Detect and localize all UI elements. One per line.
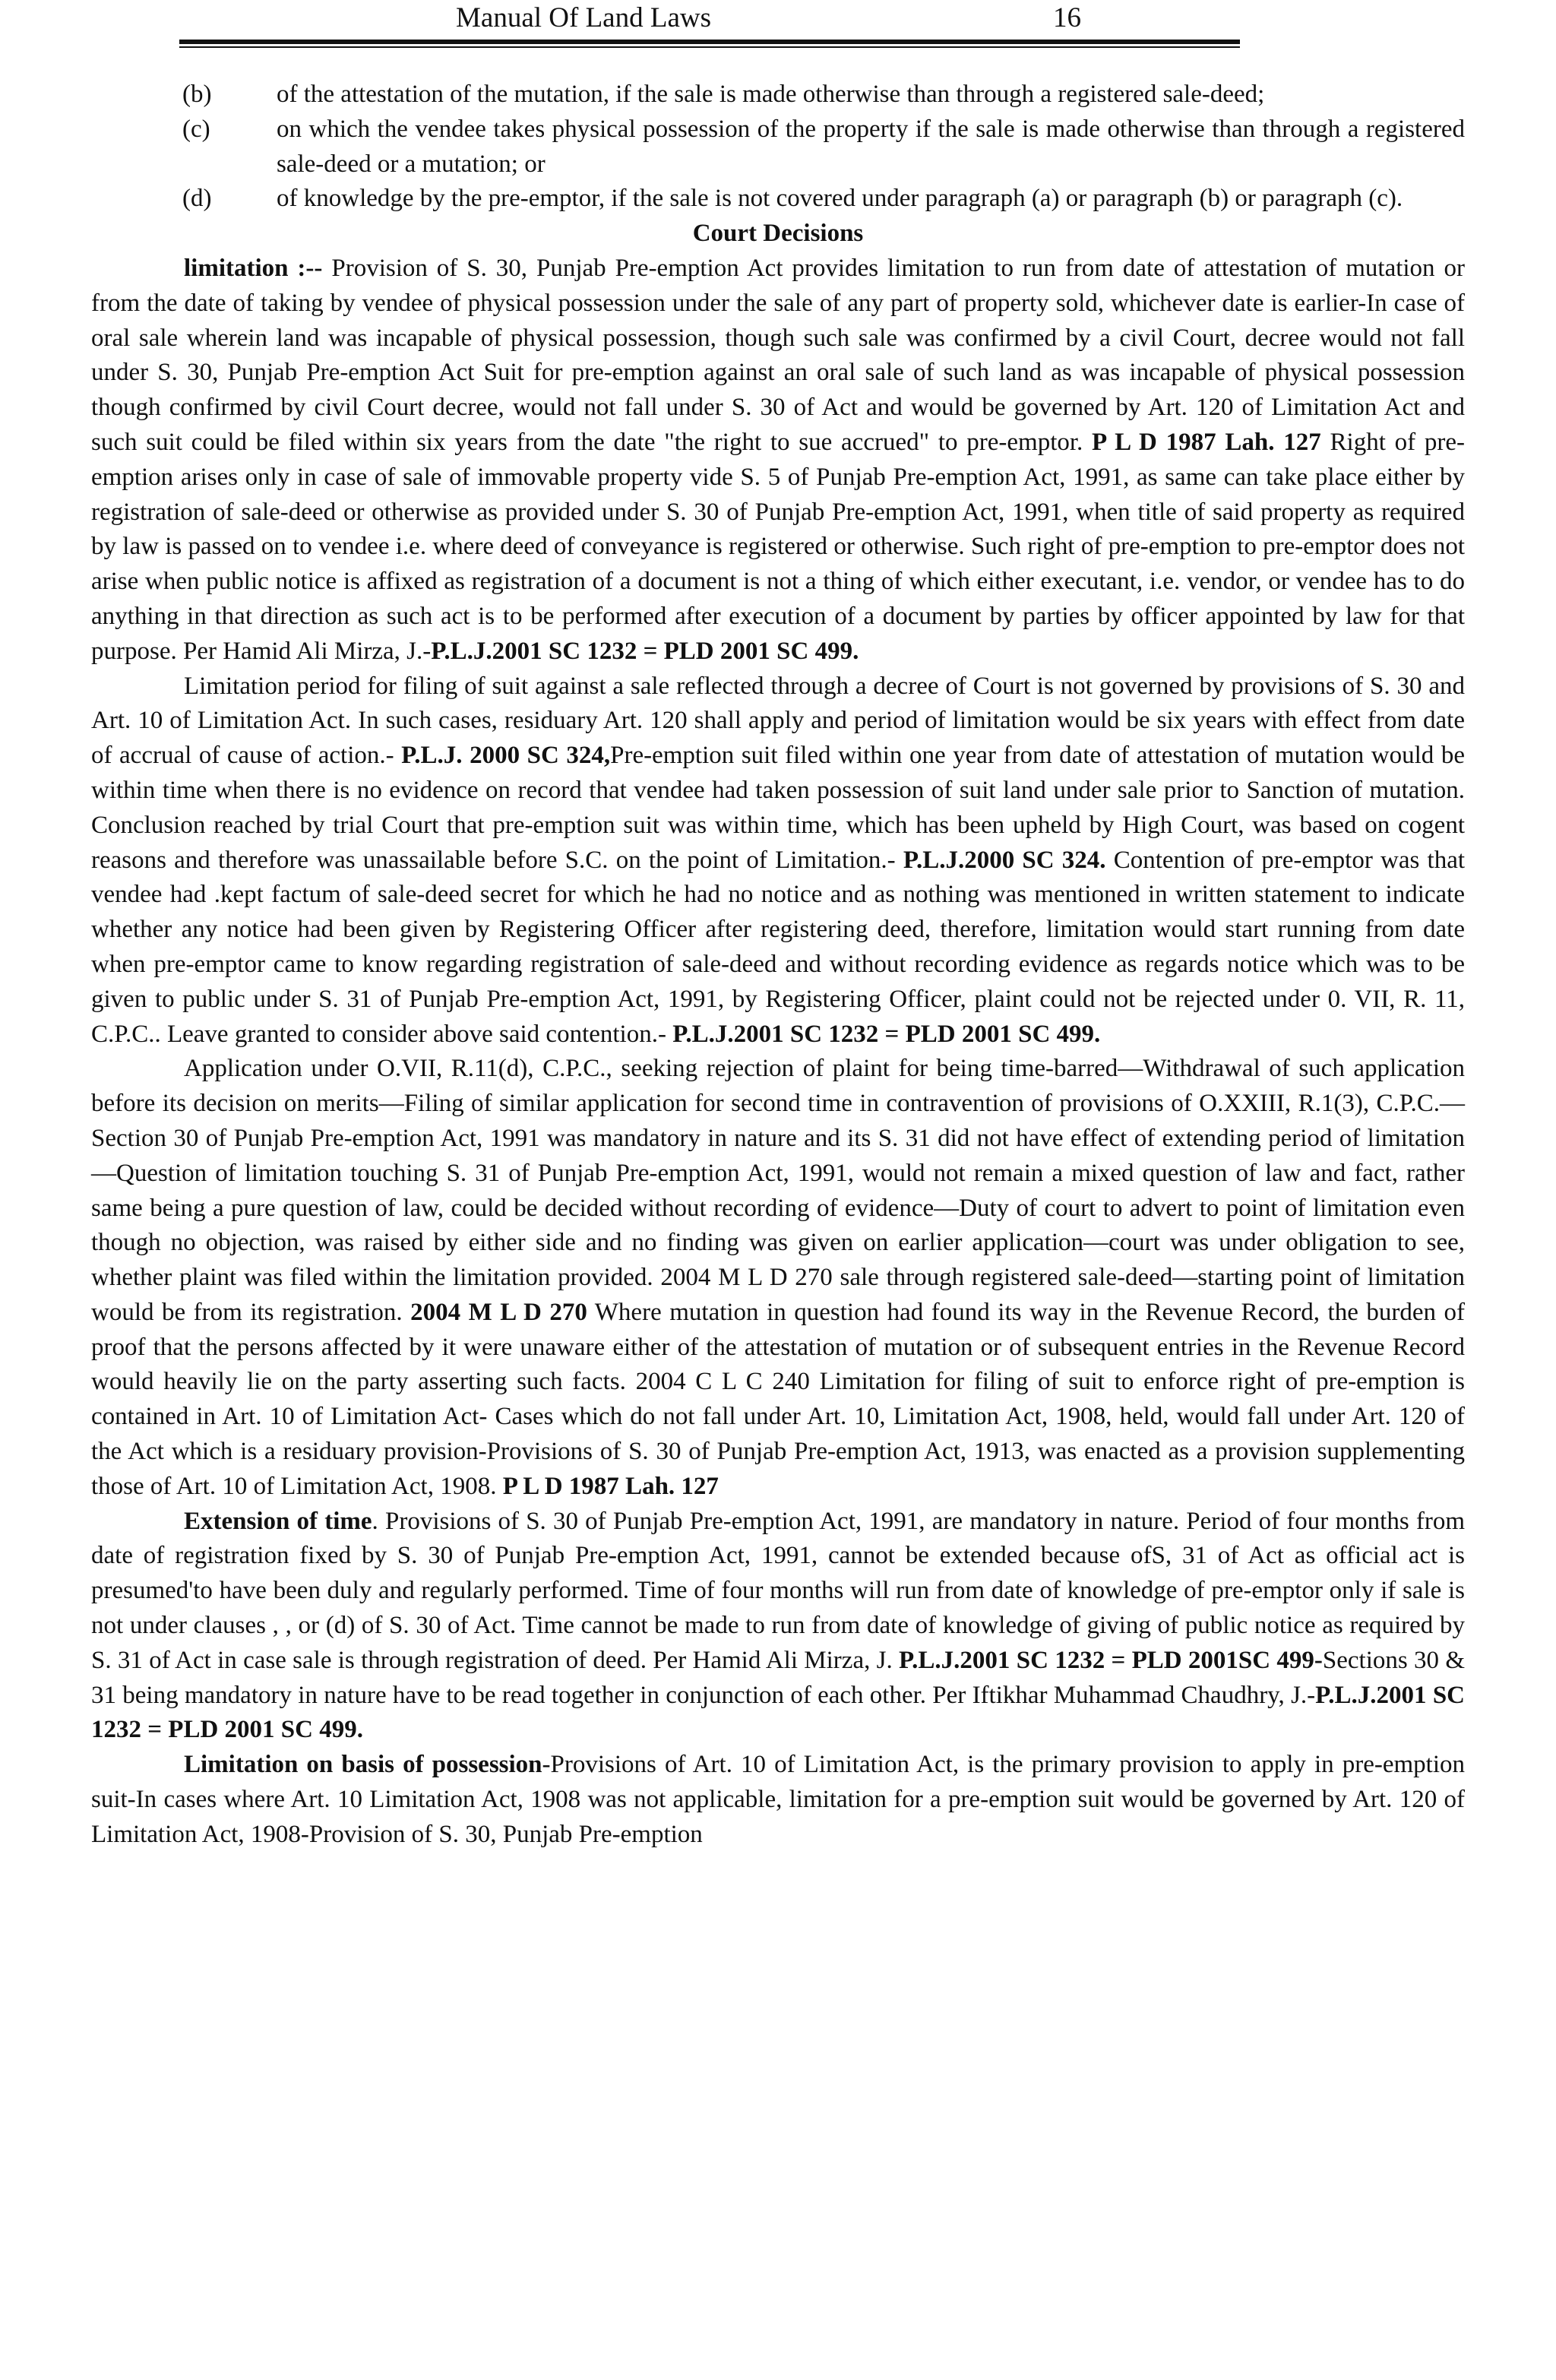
- clause-c: [91, 112, 1465, 182]
- citation: P.L.J.2001 SC 1232 = PLD 2001 SC 499.: [91, 1681, 1466, 1744]
- citation: P.L.J.2001 SC 1232 = PLD 2001 SC 499.: [431, 637, 859, 665]
- paragraph-text: . Provisions of S. 30 of Punjab Pre-emption Act, 1991, are mandatory in nature. Period of four months from date of registration fixed by S. 30 of Punjab Pre-emption Act, 1991, cannot be extended because ofS, 31 of Act as official act is presumed'to have been duly and regularly performed. Time of four months will run from date of knowledge of pre-emptor only if sale is not under clauses , , or (d) of S. 30 of Act. Time cannot be made to run from date of knowledge of giving of public notice as required by S. 31 of Act in case sale is through registration of deed. Per Hamid Ali Mirza, J.: [91, 1507, 1465, 1674]
- section-heading: Court Decisions: [692, 220, 864, 248]
- paragraph-text: Limitation period for filing of suit against a sale reflected through a decree of Court is not governed by provisions of S. 30 and Art. 10 of Limitation Act. In such cases, residuary Art. 120 shall apply and period of limitation would be six years with effect from date of accrual of cause of action.-: [91, 672, 1465, 770]
- clause-d: [91, 182, 1465, 217]
- paragraph-limitation: [91, 252, 1465, 669]
- clause-label: (c): [182, 115, 210, 143]
- page-body: [91, 78, 1465, 1853]
- citation: 2004 M L D 270: [410, 1298, 587, 1326]
- clause-label: (d): [182, 185, 212, 213]
- citation: P L D 1987 Lah. 127: [502, 1472, 719, 1500]
- citation: P L D 1987 Lah. 127: [1092, 428, 1321, 456]
- paragraph-possession: [91, 1748, 1465, 1852]
- paragraph-limitation-period: [91, 669, 1465, 1052]
- paragraph-text: Right of pre-emption arises only in case of sale of immovable property vide S. 5 of Punjab Pre-emption Act, 1991, as same can take place either by registration of sale-deed or otherwise as provided under S. 30 of Punjab Pre-emption Act, 1991, when title of said property as required by law is passed on to vendee i.e. where deed of conveyance is registered or otherwise. Such right of pre-emption to pre-emptor does not arise when public notice is affixed as registration of a document is not a thing of which either executant, i.e. vendor, or vendee has to do anything in that direction as such act is to be performed after execution of a document by parties by officer appointed by law for that purpose. Per Hamid Ali Mirza, J.-: [91, 428, 1465, 665]
- clause-b: [91, 78, 1465, 112]
- paragraph-lead: Limitation on basis of possession: [184, 1751, 542, 1779]
- clause-label: (b): [182, 81, 212, 108]
- clause-text: on which the vendee takes physical possession of the property if the sale is made otherwise than through a registered sale-deed or a mutation; or: [277, 115, 1465, 178]
- paragraph-text: Sections 30 & 31 being mandatory in nature have to be read together in conjunction of each other. Per Iftikhar Muhammad Chaudhry, J.-: [91, 1646, 1465, 1709]
- page-header: [0, 0, 1556, 38]
- paragraph-lead: Extension of time: [184, 1507, 372, 1535]
- paragraph-text: Where mutation in question had found its way in the Revenue Record, the burden of proof that the persons affected by it were unaware either of the attestation of mutation or of subsequent entries in the Revenue Record would heavily lie on the party asserting such facts. 2004 C L C 240 Limitation for filing of suit to enforce right of pre-emption is contained in Art. 10 of Limitation Act- Cases which do not fall under Art. 10, Limitation Act, 1908, held, would fall under Art. 120 of the Act which is a residuary provision-Provisions of S. 30 of Punjab Pre-emption Act, 1913, was enacted as a provision supplementing those of Art. 10 of Limitation Act, 1908.: [91, 1298, 1465, 1500]
- citation: P.L.J.2001 SC 1232 = PLD 2001 SC 499.: [672, 1020, 1101, 1048]
- citation: P.L.J.2001 SC 1232 = PLD 2001SC 499-: [899, 1646, 1323, 1674]
- clause-text: of knowledge by the pre-emptor, if the sale is not covered under paragraph (a) or paragraph (b) or paragraph (c).: [277, 185, 1403, 213]
- header-rule-thick: [179, 40, 1240, 44]
- running-title: Manual Of Land Laws: [456, 2, 711, 33]
- citation: P.L.J.2000 SC 324.: [903, 846, 1106, 874]
- paragraph-application: [91, 1052, 1465, 1504]
- paragraph-text: Provision of S. 30, Punjab Pre-emption Act provides limitation to run from date of attestation of mutation or from the date of taking by vendee of physical possession under the sale of any part of property sold, whichever date is earlier-In case of oral sale wherein land was incapable of physical possession, though such sale was confirmed by a civil Court, decree would not fall under S. 30, Punjab Pre-emption Act Suit for pre-emption against an oral sale of such land as was incapable of physical possession though confirmed by civil Court decree, would not fall under S. 30 of Act and would be governed by Art. 120 of Limitation Act and such suit could be filed within six years from the date "the right to sue accrued" to pre-emptor.: [91, 254, 1465, 456]
- paragraph-text: Application under O.VII, R.11(d), C.P.C., seeking rejection of plaint for being time-barred—Withdrawal of such application before its decision on merits—Filing of similar application for second time in contravention of provisions of O.XXIII, R.1(3), C.P.C.—Section 30 of Punjab Pre-emption Act, 1991 was mandatory in nature and its S. 31 did not have effect of extending period of limitation—Question of limitation touching S. 31 of Punjab Pre-emption Act, 1991, would not remain a mixed question of law and fact, rather same being a pure question of law, could be decided without recording of evidence—Duty of court to advert to point of limitation even though no objection, was raised by either side and no finding was given on earlier application—court was under obligation to see, whether plaint was filed within the limitation provided. 2004 M L D 270 sale through registered sale-deed—starting point of limitation would be from its registration.: [91, 1055, 1465, 1326]
- page-number: 16: [1053, 2, 1081, 33]
- paragraph-text: Pre-emption suit filed within one year from date of attestation of mutation would be within time when there is no evidence on record that vendee had taken possession of suit land under sale prior to Sanction of mutation. Conclusion reached by trial Court that pre-emption suit was within time, which has been upheld by High Court, was based on cogent reasons and therefore was unassailable before S.C. on the point of Limitation.-: [91, 742, 1465, 874]
- citation: P.L.J. 2000 SC 324,: [401, 742, 611, 770]
- clause-text: of the attestation of the mutation, if the sale is made otherwise than through a registered sale-deed;: [277, 81, 1265, 108]
- paragraph-text: Contention of pre-emptor was that vendee had .kept factum of sale-deed secret for which he had no notice and as nothing was mentioned in written statement to indicate whether any notice had been given by Registering Officer after registering deed, therefore, limitation would start running from date when pre-emptor came to know regarding registration of sale-deed and without recording evidence as regards notice which was to be given to public under S. 31 of Punjab Pre-emption Act, 1991, by Registering Officer, plaint could not be rejected under 0. VII, R. 11, C.P.C.. Leave granted to consider above said contention.-: [91, 846, 1466, 1048]
- paragraph-extension-of-time: [91, 1505, 1465, 1749]
- header-rule-thin: [179, 46, 1240, 48]
- paragraph-text: -Provisions of Art. 10 of Limitation Act, is the primary provision to apply in pre-emption suit-In cases where Art. 10 Limitation Act, 1908 was not applicable, limitation for a pre-emption suit would be governed by Art. 120 of Limitation Act, 1908-Provision of S. 30, Punjab Pre-emption: [91, 1751, 1465, 1848]
- paragraph-lead: limitation :--: [184, 254, 323, 282]
